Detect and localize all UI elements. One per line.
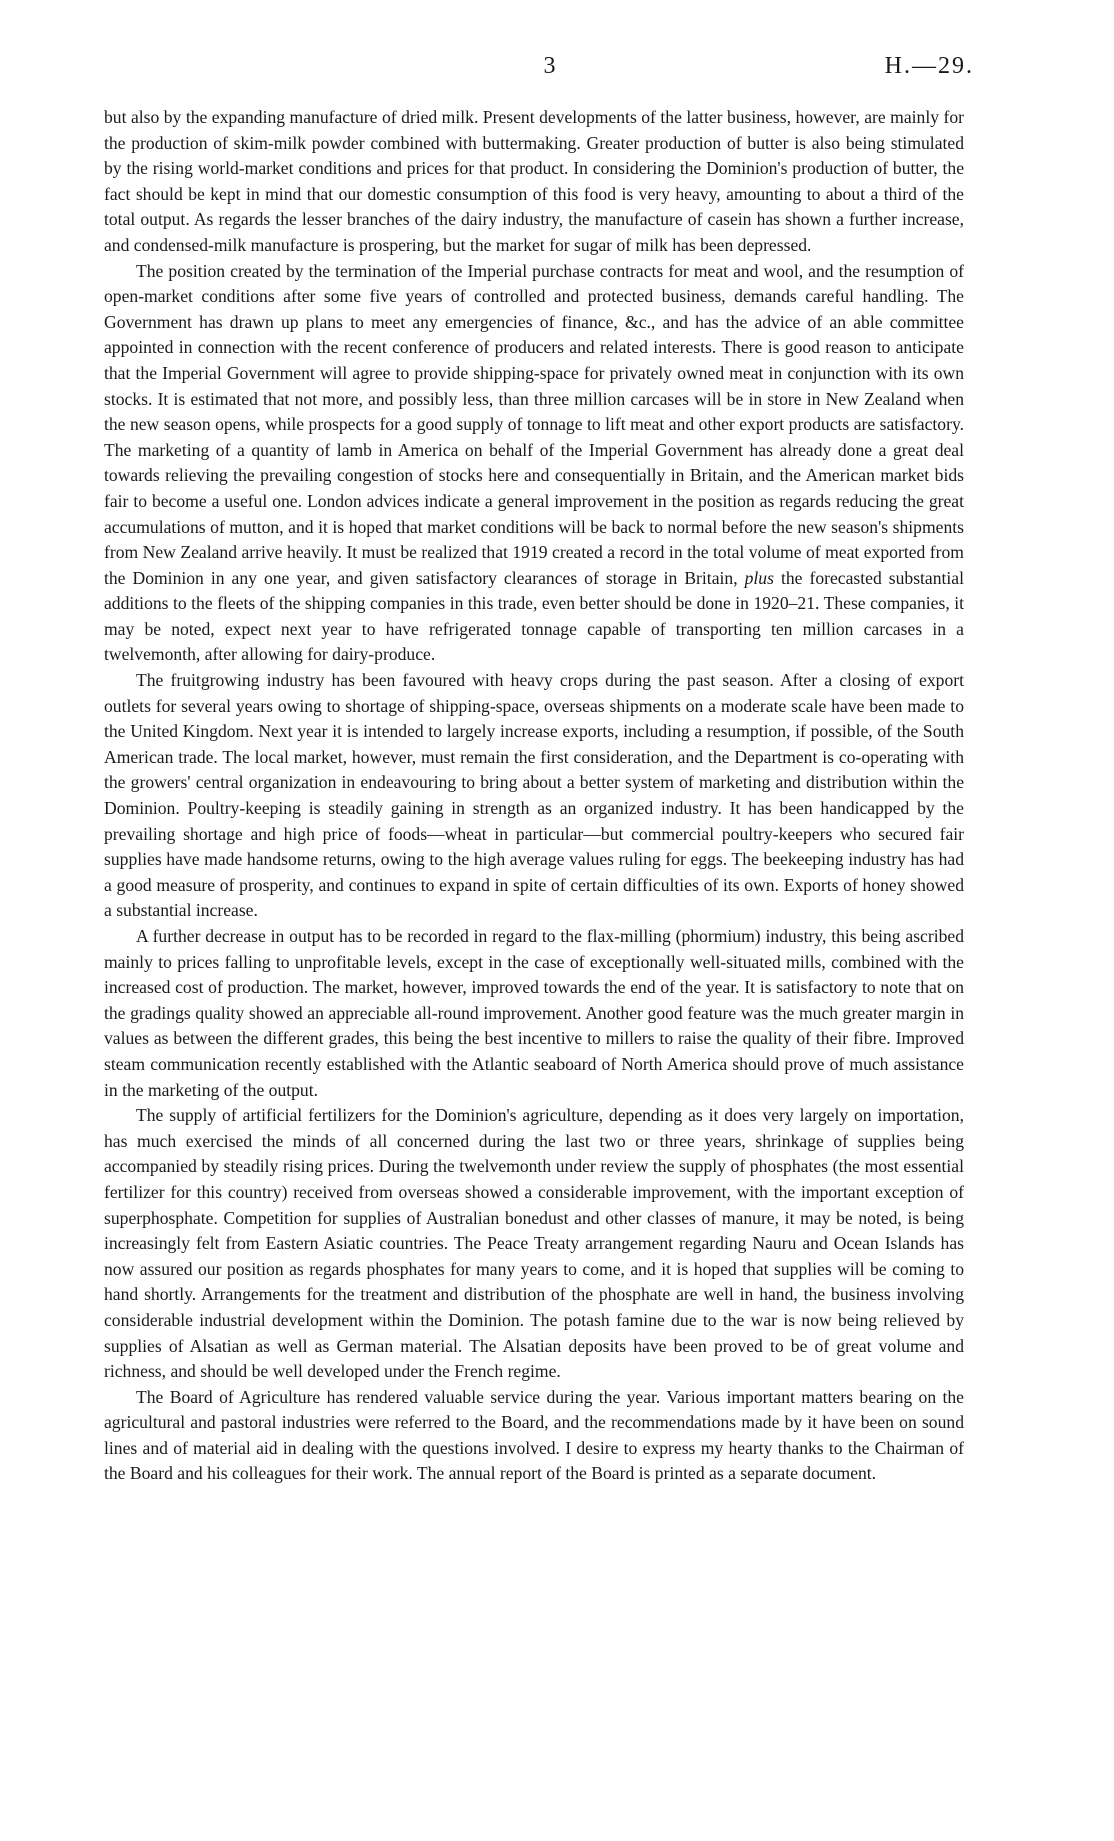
paragraph-board-of-agriculture: The Board of Agriculture has rendered valuable service during the year. Various important matters bearing on the agricultural and pastoral industries were referred to the Board, and the recommendations made by it have been on sound lines and of material aid in dealing with the questions involved. I desire to express my hearty thanks to the Chairman of the Board and his colleagues for their work. The annual report of the Board is printed as a separate document.: [104, 1386, 964, 1484]
paragraph-meat-and-wool: [104, 259, 964, 669]
page-number: 3: [543, 53, 557, 79]
paragraph-meat-emphasis: plus: [744, 567, 774, 588]
paragraph-meat-text-before: The position created by the termination of the Imperial purchase contracts for meat and wool, and the resumption of open-market conditions after some five years of controlled and protected business, demands careful handling. The Government has drawn up plans to meet any emergencies of finance, &c., and has the advice of an able committee appointed in connection with the recent conference of producers and related interests. There is good reason to anticipate that the Imperial Government will agree to provide shipping-space for privately owned meat in conjunction with its own stocks. It is estimated that not more, and possibly less, than three million carcases will be in store in New Zealand when the new season opens, while prospects for a good supply of tonnage to lift meat and other export products are satisfactory. The marketing of a quantity of lamb in America on behalf of the Imperial Government has already done a great deal towards relieving the prevailing congestion of stocks here and consequentially in Britain, and the American market bids fair to become a useful one. London advices indicate a general improvement in the position as regards reducing the great accumulations of mutton, and it is hoped that market conditions will be back to normal before the new season's shipments from New Zealand arrive heavily. It must be realized that 1919 created a record in the total volume of meat exported from the Dominion in any one year, and given satisfactory clearances of storage in Britain,: [104, 260, 964, 588]
paragraph-fruitgrowing: The fruitgrowing industry has been favoured with heavy crops during the past season. After a closing of export outlets for several years owing to shortage of shipping-space, overseas shipments on a moderate scale have been made to the United Kingdom. Next year it is intended to largely increase exports, including a resumption, if possible, of the South American trade. The local market, however, must remain the first consideration, and the Department is co-operating with the growers' central organization in endeavouring to bring about a better system of marketing and distribution within the Dominion. Poultry-keeping is steadily gaining in strength as an organized industry. It has been handicapped by the prevailing shortage and high price of foods—wheat in particular—but commercial poultry-keepers who secured fair supplies have made handsome returns, owing to the high average values ruling for eggs. The beekeeping industry has had a good measure of prosperity, and continues to expand in spite of certain difficulties of its own. Exports of honey showed a substantial increase.: [104, 670, 964, 921]
paragraph-dried-milk: but also by the expanding manufacture of dried milk. Present developments of the latter business, however, are mainly for the production of skim-milk powder combined with buttermaking. Greater production of butter is also being stimulated by the rising world-market conditions and prices for that product. In considering the Dominion's production of butter, the fact should be kept in mind that our domestic consumption of this food is very heavy, amounting to about a third of the total output. As regards the lesser branches of the dairy industry, the manufacture of casein has shown a further increase, and condensed-milk manufacture is prospering, but the market for sugar of milk has been depressed.: [104, 107, 964, 255]
body-text: [104, 105, 964, 1487]
page-reference: H.—29.: [884, 53, 974, 79]
paragraph-meat-text-after: the forecasted substantial additions to the fleets of the shipping companies in this trade, even better should be done in 1920–21. These companies, it may be noted, expect next year to have refrigerated tonnage capable of transporting ten million carcases in a twelvemonth, after allowing for dairy-produce.: [104, 567, 965, 665]
paragraph-fertilizers: The supply of artificial fertilizers for the Dominion's agriculture, depending as it does very largely on importation, has much exercised the minds of all concerned during the last two or three years, shrinkage of supplies being accompanied by steadily rising prices. During the twelvemonth under review the supply of phosphates (the most essential fertilizer for this country) received from overseas showed a considerable improvement, with the important exception of superphosphate. Competition for supplies of Australian bonedust and other classes of manure, it may be noted, is being increasingly felt from Eastern Asiatic countries. The Peace Treaty arrangement regarding Nauru and Ocean Islands has now assured our position as regards phosphates for many years to come, and it is hoped that supplies will be coming to hand shortly. Arrangements for the treatment and distribution of the phosphate are well in hand, the business involving considerable industrial development within the Dominion. The potash famine due to the war is now being relieved by supplies of Alsatian as well as German material. The Alsatian deposits have been proved to be of great volume and richness, and should be well developed under the French regime.: [104, 1105, 964, 1382]
paragraph-flax-milling: A further decrease in output has to be recorded in regard to the flax-milling (phormium) industry, this being ascribed mainly to prices falling to unprofitable levels, except in the case of exceptionally well-situated mills, combined with the increased cost of production. The market, however, improved towards the end of the year. It is satisfactory to note that on the gradings quality showed an appreciable all-round improvement. Another good feature was the much greater margin in values as between the different grades, this being the best incentive to millers to raise the quality of their fibre. Improved steam communication recently established with the Atlantic seaboard of North America should prove of much assistance in the marketing of the output.: [104, 926, 964, 1100]
